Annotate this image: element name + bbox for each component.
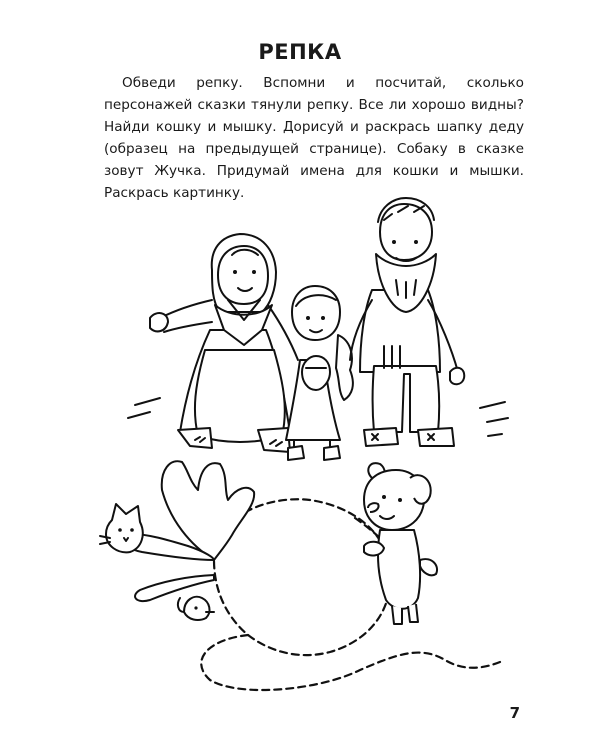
grandmother-figure xyxy=(150,234,298,452)
dog-figure xyxy=(364,463,437,624)
turnip-leaves xyxy=(125,461,255,601)
task-instructions: Обведи репку. Вспомни и посчитай, сколько персонажей сказки тянули репку. Все ли хорошо видны? Найди кошку и мышку. Дорисуй и раскрась шапку деду (образец на предыдущей странице). Собаку в сказке зовут Жучка. Придумай имена для кошки и мышки. Раскрась картинку. xyxy=(104,75,524,201)
mouse-figure xyxy=(178,597,214,620)
page-number: 7 xyxy=(509,704,520,722)
turnip-dashed-outline xyxy=(201,499,500,690)
granddaughter-figure xyxy=(286,286,353,460)
grandfather-figure xyxy=(350,198,464,446)
turnip-story-illustration xyxy=(0,190,600,700)
page-title: РЕПКА xyxy=(258,40,342,64)
cat-figure xyxy=(100,504,143,552)
